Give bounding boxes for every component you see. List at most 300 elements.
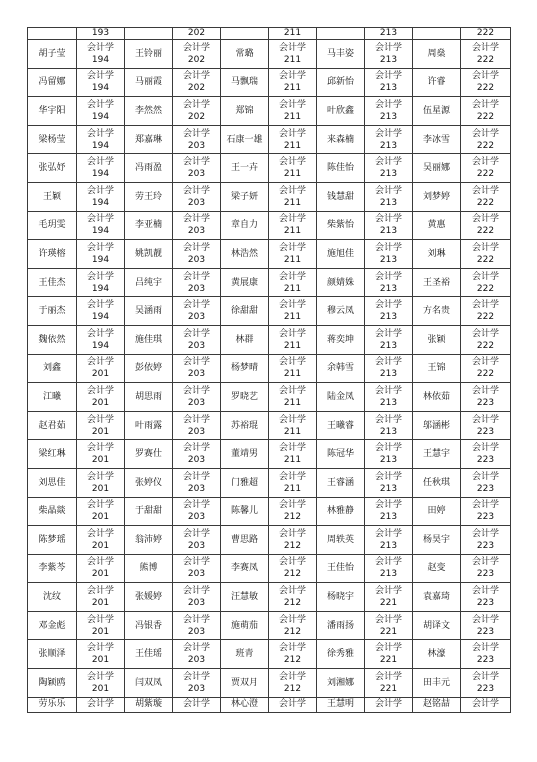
major-label: 会计学 bbox=[278, 357, 306, 368]
major-class-cell bbox=[461, 640, 511, 669]
name-cell bbox=[221, 28, 269, 40]
name-cell: 林浩然 bbox=[221, 240, 269, 269]
major-cell: 会计学 bbox=[173, 697, 221, 712]
class-number: 213 bbox=[379, 340, 398, 351]
major-label: 会计学 bbox=[86, 586, 114, 597]
name-cell: 胡译文 bbox=[413, 611, 461, 640]
major-class-cell bbox=[461, 40, 511, 69]
class-number: 201 bbox=[91, 369, 110, 380]
table-row bbox=[28, 325, 511, 354]
major-class-cell bbox=[461, 68, 511, 97]
table-row bbox=[28, 526, 511, 555]
name-cell: 冯留娜 bbox=[28, 68, 77, 97]
major-label: 会计学 bbox=[86, 557, 114, 568]
name-cell: 陶颖鸥 bbox=[28, 669, 77, 698]
class-number: 202 bbox=[187, 111, 206, 122]
major-label: 会计学 bbox=[278, 300, 306, 311]
name-cell bbox=[413, 28, 461, 40]
name-cell: 吴涵雨 bbox=[125, 297, 173, 326]
major-label: 会计学 bbox=[182, 671, 210, 682]
name-cell: 邬涵彬 bbox=[413, 411, 461, 440]
name-cell: 徐秀雅 bbox=[317, 640, 365, 669]
major-label: 会计学 bbox=[471, 471, 499, 482]
major-label: 会计学 bbox=[182, 643, 210, 654]
class-number: 211 bbox=[283, 397, 302, 408]
major-label: 会计学 bbox=[86, 614, 114, 625]
major-class-cell bbox=[173, 97, 221, 126]
class-number: 194 bbox=[91, 83, 110, 94]
name-cell: 李紫芩 bbox=[28, 554, 77, 583]
major-label: 会计学 bbox=[278, 185, 306, 196]
class-number: 211 bbox=[283, 340, 302, 351]
class-number: 203 bbox=[187, 397, 206, 408]
major-label: 会计学 bbox=[278, 643, 306, 654]
name-cell: 胡子莹 bbox=[28, 40, 77, 69]
class-number: 203 bbox=[187, 540, 206, 551]
name-cell: 毛玥雯 bbox=[28, 211, 77, 240]
name-cell: 姚凯靓 bbox=[125, 240, 173, 269]
major-class-cell bbox=[269, 554, 317, 583]
major-label: 会计学 bbox=[374, 671, 402, 682]
major-label: 会计学 bbox=[182, 71, 210, 82]
class-number: 203 bbox=[187, 426, 206, 437]
major-label: 会计学 bbox=[278, 328, 306, 339]
class-number: 201 bbox=[91, 455, 110, 466]
class-number: 211 bbox=[283, 140, 302, 151]
major-class-cell bbox=[77, 125, 125, 154]
class-number: 223 bbox=[476, 540, 495, 551]
class-number: 221 bbox=[379, 683, 398, 694]
name-cell: 李亚楠 bbox=[125, 211, 173, 240]
name-cell: 刘鑫 bbox=[28, 354, 77, 383]
major-label: 会计学 bbox=[374, 71, 402, 82]
major-class-cell bbox=[461, 154, 511, 183]
name-cell: 钱慧甜 bbox=[317, 182, 365, 211]
major-class-cell bbox=[365, 526, 413, 555]
major-label: 会计学 bbox=[471, 671, 499, 682]
major-class-cell bbox=[173, 640, 221, 669]
major-class-cell bbox=[173, 440, 221, 469]
major-class-cell bbox=[77, 40, 125, 69]
major-label: 会计学 bbox=[182, 157, 210, 168]
table-row bbox=[28, 68, 511, 97]
major-class-cell bbox=[269, 68, 317, 97]
major-label: 会计学 bbox=[86, 185, 114, 196]
table-row bbox=[28, 154, 511, 183]
major-class-cell bbox=[173, 182, 221, 211]
major-label: 会计学 bbox=[471, 128, 499, 139]
name-cell: 颜婧姝 bbox=[317, 268, 365, 297]
name-cell: 劳王玲 bbox=[125, 182, 173, 211]
name-cell: 赵君茹 bbox=[28, 411, 77, 440]
class-number: 194 bbox=[91, 54, 110, 65]
major-label: 会计学 bbox=[374, 42, 402, 53]
major-class-cell bbox=[269, 468, 317, 497]
major-label: 会计学 bbox=[374, 586, 402, 597]
major-cell: 会计学 bbox=[365, 697, 413, 712]
name-cell: 胡思雨 bbox=[125, 383, 173, 412]
major-label: 会计学 bbox=[278, 471, 306, 482]
class-number: 211 bbox=[283, 169, 302, 180]
major-label: 会计学 bbox=[86, 414, 114, 425]
major-label: 会计学 bbox=[182, 214, 210, 225]
class-number: 221 bbox=[379, 626, 398, 637]
major-class-cell bbox=[365, 640, 413, 669]
name-cell: 许瑛榕 bbox=[28, 240, 77, 269]
major-label: 会计学 bbox=[374, 385, 402, 396]
name-cell: 李冰雪 bbox=[413, 125, 461, 154]
major-label: 会计学 bbox=[471, 557, 499, 568]
major-label: 会计学 bbox=[278, 128, 306, 139]
name-cell: 刘湘娜 bbox=[317, 669, 365, 698]
name-cell: 蒋奕坤 bbox=[317, 325, 365, 354]
class-number: 201 bbox=[91, 483, 110, 494]
name-cell: 章自力 bbox=[221, 211, 269, 240]
major-label: 会计学 bbox=[471, 328, 499, 339]
class-number: 203 bbox=[187, 683, 206, 694]
major-class-cell bbox=[461, 240, 511, 269]
class-number: 222 bbox=[476, 254, 495, 265]
name-cell: 林心澄 bbox=[221, 697, 269, 712]
name-cell: 方名贵 bbox=[413, 297, 461, 326]
major-label: 会计学 bbox=[471, 99, 499, 110]
major-label: 会计学 bbox=[278, 614, 306, 625]
major-class-cell bbox=[77, 554, 125, 583]
name-cell: 施佳琪 bbox=[125, 325, 173, 354]
name-cell: 林群 bbox=[221, 325, 269, 354]
major-label: 会计学 bbox=[86, 214, 114, 225]
major-label: 会计学 bbox=[374, 157, 402, 168]
major-class-cell bbox=[269, 97, 317, 126]
class-number: 223 bbox=[476, 512, 495, 523]
major-class-cell bbox=[77, 440, 125, 469]
class-number: 203 bbox=[187, 598, 206, 609]
major-label: 会计学 bbox=[278, 586, 306, 597]
class-number: 201 bbox=[91, 683, 110, 694]
class-number: 203 bbox=[187, 197, 206, 208]
class-number: 203 bbox=[187, 283, 206, 294]
table-row bbox=[28, 354, 511, 383]
name-cell: 王佳怡 bbox=[317, 554, 365, 583]
major-class-cell bbox=[269, 354, 317, 383]
class-number: 194 bbox=[91, 197, 110, 208]
table-row-top-partial bbox=[28, 28, 511, 40]
major-class-cell bbox=[365, 211, 413, 240]
class-number: 222 bbox=[476, 312, 495, 323]
class-number: 212 bbox=[283, 540, 302, 551]
major-class-cell bbox=[461, 182, 511, 211]
table-row bbox=[28, 97, 511, 126]
class-number: 213 bbox=[379, 397, 398, 408]
major-label: 会计学 bbox=[374, 614, 402, 625]
major-label: 会计学 bbox=[86, 328, 114, 339]
major-label: 会计学 bbox=[471, 643, 499, 654]
major-label: 会计学 bbox=[182, 357, 210, 368]
major-class-cell bbox=[365, 497, 413, 526]
name-cell: 张弘妤 bbox=[28, 154, 77, 183]
name-cell: 刘琳 bbox=[413, 240, 461, 269]
table-row bbox=[28, 40, 511, 69]
major-label: 会计学 bbox=[86, 128, 114, 139]
class-number: 211 bbox=[283, 426, 302, 437]
major-label: 会计学 bbox=[86, 99, 114, 110]
major-class-cell bbox=[77, 297, 125, 326]
name-cell: 来森楠 bbox=[317, 125, 365, 154]
major-class-cell bbox=[173, 468, 221, 497]
major-label: 会计学 bbox=[374, 185, 402, 196]
major-label: 会计学 bbox=[86, 157, 114, 168]
name-cell: 吴丽娜 bbox=[413, 154, 461, 183]
name-cell: 柴紫怡 bbox=[317, 211, 365, 240]
class-number: 211 bbox=[283, 312, 302, 323]
major-class-cell bbox=[173, 669, 221, 698]
name-cell: 周轶英 bbox=[317, 526, 365, 555]
major-class-cell bbox=[269, 411, 317, 440]
major-label: 会计学 bbox=[182, 42, 210, 53]
major-class-cell bbox=[461, 211, 511, 240]
major-label: 会计学 bbox=[182, 385, 210, 396]
major-label: 会计学 bbox=[471, 157, 499, 168]
class-number: 213 bbox=[379, 369, 398, 380]
major-class-cell bbox=[269, 211, 317, 240]
major-class-cell bbox=[173, 554, 221, 583]
class-number: 213 bbox=[379, 254, 398, 265]
major-class-cell bbox=[77, 411, 125, 440]
table-row bbox=[28, 383, 511, 412]
class-number: 201 bbox=[91, 426, 110, 437]
name-cell: 王睿涵 bbox=[317, 468, 365, 497]
class-number: 222 bbox=[476, 340, 495, 351]
major-class-cell bbox=[77, 468, 125, 497]
class-number: 194 bbox=[91, 226, 110, 237]
name-cell: 刘梦婷 bbox=[413, 182, 461, 211]
major-class-cell bbox=[77, 526, 125, 555]
major-class-cell bbox=[365, 669, 413, 698]
class-number: 211 bbox=[283, 226, 302, 237]
name-cell: 汪慧敏 bbox=[221, 583, 269, 612]
name-cell: 伍星源 bbox=[413, 97, 461, 126]
class-number: 212 bbox=[283, 683, 302, 694]
major-label: 会计学 bbox=[374, 643, 402, 654]
class-number: 203 bbox=[187, 483, 206, 494]
major-class-cell bbox=[365, 40, 413, 69]
major-label: 会计学 bbox=[182, 328, 210, 339]
major-label: 会计学 bbox=[86, 271, 114, 282]
name-cell: 张颖 bbox=[413, 325, 461, 354]
name-cell: 郑嘉琳 bbox=[125, 125, 173, 154]
major-label: 会计学 bbox=[374, 242, 402, 253]
name-cell: 曹思路 bbox=[221, 526, 269, 555]
name-cell: 贾双月 bbox=[221, 669, 269, 698]
major-label: 会计学 bbox=[374, 300, 402, 311]
name-cell: 闫双凤 bbox=[125, 669, 173, 698]
major-label: 会计学 bbox=[471, 300, 499, 311]
major-class-cell bbox=[77, 669, 125, 698]
major-label: 会计学 bbox=[374, 500, 402, 511]
class-number: 223 bbox=[476, 397, 495, 408]
major-class-cell bbox=[461, 354, 511, 383]
name-cell: 穆云凤 bbox=[317, 297, 365, 326]
major-label: 会计学 bbox=[374, 271, 402, 282]
class-number: 213 bbox=[379, 83, 398, 94]
table-row bbox=[28, 468, 511, 497]
major-label: 会计学 bbox=[278, 500, 306, 511]
major-label: 会计学 bbox=[182, 414, 210, 425]
major-class-cell bbox=[173, 526, 221, 555]
major-label: 会计学 bbox=[471, 185, 499, 196]
major-class-cell bbox=[365, 554, 413, 583]
name-cell: 张媛婷 bbox=[125, 583, 173, 612]
name-cell: 陈馨儿 bbox=[221, 497, 269, 526]
class-number: 213 bbox=[379, 54, 398, 65]
major-label: 会计学 bbox=[471, 271, 499, 282]
name-cell: 梁杨莹 bbox=[28, 125, 77, 154]
major-class-cell bbox=[77, 97, 125, 126]
name-cell: 江曦 bbox=[28, 383, 77, 412]
major-cell: 会计学 bbox=[461, 697, 511, 712]
name-cell: 梁红琳 bbox=[28, 440, 77, 469]
major-label: 会计学 bbox=[86, 242, 114, 253]
major-class-cell bbox=[173, 268, 221, 297]
major-class-cell bbox=[173, 211, 221, 240]
name-cell: 林依茹 bbox=[413, 383, 461, 412]
table-row bbox=[28, 125, 511, 154]
major-label: 会计学 bbox=[86, 300, 114, 311]
class-number-cell: 202 bbox=[173, 28, 221, 40]
major-label: 会计学 bbox=[182, 586, 210, 597]
name-cell: 王慧宇 bbox=[413, 440, 461, 469]
table-row bbox=[28, 497, 511, 526]
name-cell: 冯银香 bbox=[125, 611, 173, 640]
name-cell: 冯雨盈 bbox=[125, 154, 173, 183]
major-class-cell bbox=[269, 40, 317, 69]
name-cell: 陈冠华 bbox=[317, 440, 365, 469]
class-number: 222 bbox=[476, 54, 495, 65]
major-label: 会计学 bbox=[182, 128, 210, 139]
name-cell: 杨梦晴 bbox=[221, 354, 269, 383]
class-number: 221 bbox=[379, 655, 398, 666]
major-class-cell bbox=[461, 383, 511, 412]
class-number: 223 bbox=[476, 655, 495, 666]
name-cell: 李然然 bbox=[125, 97, 173, 126]
major-label: 会计学 bbox=[471, 443, 499, 454]
class-number: 203 bbox=[187, 512, 206, 523]
major-class-cell bbox=[365, 583, 413, 612]
name-cell: 施萌茄 bbox=[221, 611, 269, 640]
major-label: 会计学 bbox=[182, 471, 210, 482]
major-label: 会计学 bbox=[471, 357, 499, 368]
name-cell: 魏依然 bbox=[28, 325, 77, 354]
major-label: 会计学 bbox=[86, 357, 114, 368]
name-cell: 柴晶燚 bbox=[28, 497, 77, 526]
major-class-cell bbox=[269, 268, 317, 297]
name-cell: 田婷 bbox=[413, 497, 461, 526]
class-number: 212 bbox=[283, 512, 302, 523]
class-number: 213 bbox=[379, 540, 398, 551]
major-class-cell bbox=[365, 97, 413, 126]
name-cell: 杨昊宇 bbox=[413, 526, 461, 555]
table-row bbox=[28, 297, 511, 326]
major-label: 会计学 bbox=[182, 300, 210, 311]
major-class-cell bbox=[173, 611, 221, 640]
major-class-cell bbox=[365, 240, 413, 269]
class-number: 203 bbox=[187, 655, 206, 666]
major-class-cell bbox=[77, 325, 125, 354]
major-label: 会计学 bbox=[278, 271, 306, 282]
name-cell: 邓金彪 bbox=[28, 611, 77, 640]
class-number: 203 bbox=[187, 340, 206, 351]
major-class-cell bbox=[269, 497, 317, 526]
major-label: 会计学 bbox=[374, 99, 402, 110]
class-number: 202 bbox=[187, 54, 206, 65]
major-label: 会计学 bbox=[86, 385, 114, 396]
class-number: 203 bbox=[187, 226, 206, 237]
major-class-cell bbox=[173, 583, 221, 612]
table-row bbox=[28, 669, 511, 698]
major-class-cell bbox=[461, 669, 511, 698]
major-class-cell bbox=[77, 182, 125, 211]
major-class-cell bbox=[77, 583, 125, 612]
name-cell: 马丽霞 bbox=[125, 68, 173, 97]
major-class-cell bbox=[269, 526, 317, 555]
major-class-cell bbox=[269, 383, 317, 412]
name-cell: 周燊 bbox=[413, 40, 461, 69]
roster-body-last bbox=[28, 697, 511, 712]
major-label: 会计学 bbox=[374, 443, 402, 454]
class-number: 201 bbox=[91, 397, 110, 408]
major-label: 会计学 bbox=[374, 471, 402, 482]
major-class-cell bbox=[461, 554, 511, 583]
name-cell: 许睿 bbox=[413, 68, 461, 97]
major-class-cell bbox=[461, 583, 511, 612]
major-label: 会计学 bbox=[278, 71, 306, 82]
name-cell: 石康一雄 bbox=[221, 125, 269, 154]
table-row bbox=[28, 240, 511, 269]
student-roster-table bbox=[27, 27, 511, 713]
major-class-cell bbox=[269, 297, 317, 326]
major-label: 会计学 bbox=[86, 671, 114, 682]
class-number: 194 bbox=[91, 169, 110, 180]
name-cell: 王曦睿 bbox=[317, 411, 365, 440]
major-label: 会计学 bbox=[471, 385, 499, 396]
class-number: 211 bbox=[283, 83, 302, 94]
class-number: 201 bbox=[91, 569, 110, 580]
major-label: 会计学 bbox=[182, 242, 210, 253]
major-class-cell bbox=[365, 440, 413, 469]
major-class-cell bbox=[269, 583, 317, 612]
class-number: 211 bbox=[283, 111, 302, 122]
name-cell: 沈纹 bbox=[28, 583, 77, 612]
major-class-cell bbox=[269, 611, 317, 640]
name-cell: 张顺泽 bbox=[28, 640, 77, 669]
major-label: 会计学 bbox=[471, 586, 499, 597]
major-class-cell bbox=[77, 354, 125, 383]
major-cell: 会计学 bbox=[269, 697, 317, 712]
major-class-cell bbox=[365, 411, 413, 440]
name-cell: 王一卉 bbox=[221, 154, 269, 183]
major-label: 会计学 bbox=[278, 99, 306, 110]
major-label: 会计学 bbox=[471, 214, 499, 225]
name-cell: 杨晓宇 bbox=[317, 583, 365, 612]
major-class-cell bbox=[77, 497, 125, 526]
name-cell bbox=[125, 28, 173, 40]
class-number: 213 bbox=[379, 569, 398, 580]
class-number: 222 bbox=[476, 197, 495, 208]
class-number: 223 bbox=[476, 455, 495, 466]
major-class-cell bbox=[461, 611, 511, 640]
major-class-cell bbox=[269, 440, 317, 469]
major-class-cell bbox=[365, 182, 413, 211]
